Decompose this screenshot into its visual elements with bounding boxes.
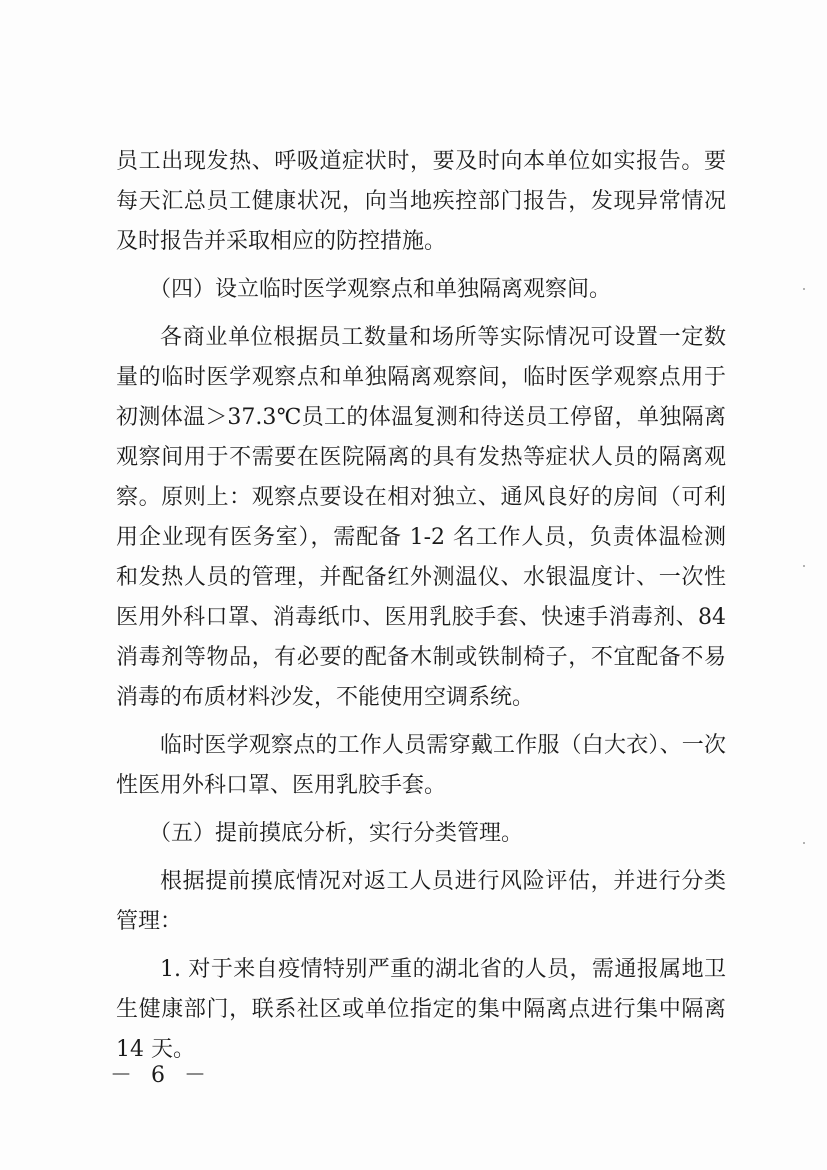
list-item-hubei-personnel: 1. 对于来自疫情特别严重的湖北省的人员，需通报属地卫生健康部门，联系社区或单位指定的集中隔离点进行集中隔离 14 天。	[116, 957, 726, 1062]
paragraph-risk-assessment: 根据提前摸底情况对返工人员进行风险评估，并进行分类管理：	[116, 869, 726, 934]
section-heading-classified-management: （五）提前摸底分析，实行分类管理。	[149, 821, 524, 846]
scan-edge-mark	[803, 288, 805, 290]
paragraph-observation-points: 各商业单位根据员工数量和场所等实际情况可设置一定数量的临时医学观察点和单独隔离观察间，临时医学观察点用于初测体温＞37.3℃员工的体温复测和待送员工停留，单独隔离观察间用于不需要在医院隔离的具有发热等症状人员的隔离观察。原则上：观察点要设在相对独立、通风良好的房间（可利用企业现有医务室），需配备 1-2 名工作人员，负责体温检测和发热人员的管理，并配备红外测温仪、水银温度计、一次性医用外科口罩、消毒纸巾、医用乳胶手套、快速手消毒剂、84 消毒剂等物品，有必要的配备木制或铁制椅子，不宜配备不易消毒的布质材料沙发，不能使用空调系统。	[116, 325, 726, 710]
scan-edge-mark	[803, 842, 805, 844]
document-body	[116, 142, 726, 1078]
scan-edge-mark	[803, 565, 805, 567]
paragraph-employee-reporting: 员工出现发热、呼吸道症状时，要及时向本单位如实报告。要每天汇总员工健康状况，向当地疾控部门报告，发现异常情况及时报告并采取相应的防控措施。	[116, 149, 726, 254]
section-heading-observation-points: （四）设立临时医学观察点和单独隔离观察间。	[149, 277, 612, 302]
page-number: － 6 －	[110, 1063, 212, 1088]
paragraph-staff-protective-gear: 临时医学观察点的工作人员需穿戴工作服（白大衣）、一次性医用外科口罩、医用乳胶手套。	[116, 733, 726, 798]
